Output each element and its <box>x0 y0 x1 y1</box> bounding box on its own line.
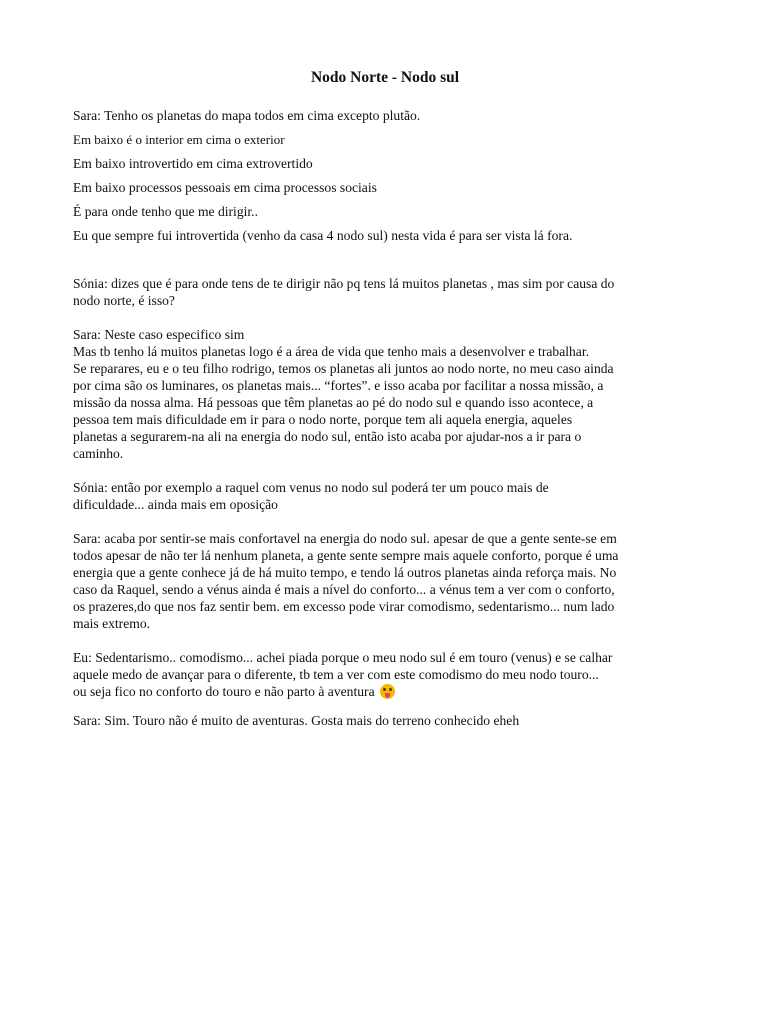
text-line: caminho. <box>73 446 124 461</box>
text-line: nodo norte, é isso? <box>73 293 175 308</box>
text-line: planetas a segurarem-na ali na energia do nodo sul, então isto acaba por ajudar-nos a ir para o <box>73 429 582 444</box>
paragraph-sara-answer <box>73 326 697 462</box>
paragraph-sara-comfort <box>73 530 697 632</box>
intro-lines <box>73 107 703 251</box>
paragraph-eu-reflection <box>73 649 697 700</box>
text-line: mais extremo. <box>73 616 151 631</box>
tongue-out-emoji-icon <box>380 684 395 699</box>
text-fragment: ou seja fico no conforto do touro e não parto à aventura <box>73 684 375 699</box>
text-line <box>73 683 697 700</box>
text-line: caso da Raquel, sendo a vénus ainda é mais a nível do conforto... a vénus tem a ver com o conforto, <box>73 582 615 597</box>
intro-line: Em baixo processos pessoais em cima processos sociais <box>73 180 377 195</box>
intro-line: Eu que sempre fui introvertida (venho da casa 4 nodo sul) nesta vida é para ser vista lá fora. <box>73 228 573 243</box>
text-line: dificuldade... ainda mais em oposição <box>73 497 278 512</box>
text-line: Se reparares, eu e o teu filho rodrigo, temos os planetas ali juntos ao nodo norte, no meu caso ainda <box>73 361 614 376</box>
paragraph-sara-closing <box>73 712 697 729</box>
intro-line: É para onde tenho que me dirigir.. <box>73 204 258 219</box>
text-line: Sara: Sim. Touro não é muito de aventuras. Gosta mais do terreno conhecido eheh <box>73 713 520 728</box>
text-line: missão da nossa alma. Há pessoas que têm planetas ao pé do nodo sul e quando isso acontece, a <box>73 395 594 410</box>
text-line: Eu: Sedentarismo.. comodismo... achei piada porque o meu nodo sul é em touro (venus) e se calhar <box>73 650 613 665</box>
text-line: Sónia: então por exemplo a raquel com venus no nodo sul poderá ter um pouco mais de <box>73 480 549 495</box>
intro-line: Sara: Tenho os planetas do mapa todos em cima excepto plutão. <box>73 108 421 123</box>
paragraph-sonia-example <box>73 479 697 513</box>
text-line: energia que a gente conhece já de há muito tempo, e tendo lá outros planetas ainda reforça mais. No <box>73 565 617 580</box>
intro-line: Em baixo introvertido em cima extrovertido <box>73 156 313 171</box>
text-line: Sara: Neste caso especifico sim <box>73 327 245 342</box>
text-line: aquele medo de avançar para o diferente, tb tem a ver com este comodismo do meu nodo touro... <box>73 667 599 682</box>
text-line: Sónia: dizes que é para onde tens de te dirigir não pq tens lá muitos planetas , mas sim por causa do <box>73 276 615 291</box>
text-line: pessoa tem mais dificuldade em ir para o nodo norte, porque tem ali aquela energia, aqueles <box>73 412 573 427</box>
paragraph-sonia-question <box>73 275 697 309</box>
text-line: todos apesar de não ter lá nenhum planeta, a gente sente sempre mais aquele conforto, porque é uma <box>73 548 619 563</box>
text-line: por cima são os luminares, os planetas mais... “fortes”. e isso acaba por facilitar a nossa missão, a <box>73 378 604 393</box>
conversation-body <box>73 275 697 746</box>
text-line: Sara: acaba por sentir-se mais confortavel na energia do nodo sul. apesar de que a gente sente-se em <box>73 531 617 546</box>
text-line: os prazeres,do que nos faz sentir bem. em excesso pode virar comodismo, sedentarismo... num lado <box>73 599 615 614</box>
text-line: Mas tb tenho lá muitos planetas logo é a área de vida que tenho mais a desenvolver e trabalhar. <box>73 344 590 359</box>
intro-line: Em baixo é o interior em cima o exterior <box>73 132 285 147</box>
document-title: Nodo Norte - Nodo sul <box>310 69 460 86</box>
